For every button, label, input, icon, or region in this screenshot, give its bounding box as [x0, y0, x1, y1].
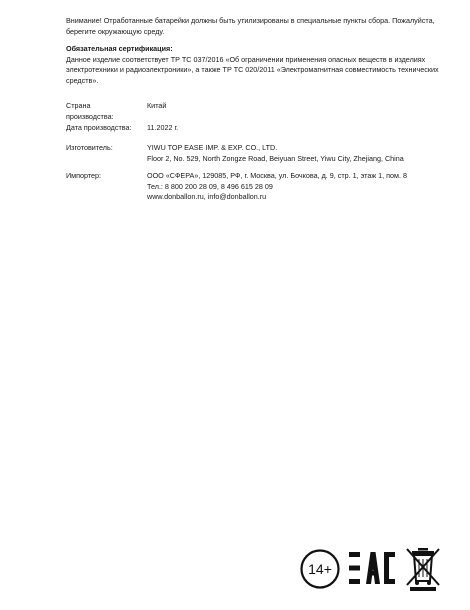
certification-section — [66, 44, 439, 86]
importer-value — [147, 171, 427, 203]
warning-line-2: берегите окружающую среду. — [66, 26, 165, 36]
certification-title: Обязательная сертификация: — [66, 44, 173, 53]
importer-label — [66, 171, 142, 182]
manufacturer-value — [147, 143, 427, 164]
importer-address: ООО «СФЕРА», 129085, РФ, г. Москва, ул. Бочкова, д. 9, стр. 1, этаж 1, пом. 8 — [147, 171, 407, 180]
certification-line-2: электротехники и радиоэлектроники», а также ТР ТС 020/2011 «Электромагнитная совместимость технических — [66, 65, 439, 74]
country-value — [147, 101, 427, 112]
certification-line-3: средств». — [66, 75, 99, 85]
compliance-marks — [300, 546, 445, 592]
production-date-value-text: 11.2022 г. — [147, 123, 179, 132]
crossed-bin-icon — [404, 546, 442, 592]
country-label-line-2: производства: — [66, 111, 114, 121]
battery-warning — [66, 16, 435, 37]
production-date-value — [147, 123, 427, 134]
importer-web-email: www.donballon.ru, info@donballon.ru — [147, 192, 267, 201]
manufacturer-address: Floor 2, No. 529, North Zongze Road, Beiyuan Street, Yiwu City, Zhejiang, China — [147, 153, 404, 163]
warning-line-1: Внимание! Отработанные батарейки должны быть утилизированы в специальные пункты сбора. Пожалуйста, — [66, 16, 435, 25]
certification-line-1: Данное изделие соответствует ТР ТС 037/2016 «Об ограничении применения опасных веществ в изделиях — [66, 54, 426, 64]
importer-phone: Тел.: 8 800 200 28 09, 8 496 615 28 09 — [147, 181, 273, 191]
country-value-text: Китай — [147, 101, 167, 110]
production-date-label — [66, 123, 142, 134]
eac-mark-icon — [348, 551, 396, 585]
production-date-label-text: Дата производства: — [66, 123, 132, 132]
country-label-line-1: Страна — [66, 101, 91, 110]
country-label — [66, 101, 142, 122]
age-limit-text: 14+ — [308, 561, 332, 577]
manufacturer-label — [66, 143, 142, 154]
manufacturer-name: YIWU TOP EASE IMP. & EXP. CO., LTD. — [147, 143, 278, 152]
importer-label-text: Импортер: — [66, 171, 102, 180]
manufacturer-label-text: Изготовитель: — [66, 143, 113, 152]
age-limit-icon — [300, 549, 340, 589]
